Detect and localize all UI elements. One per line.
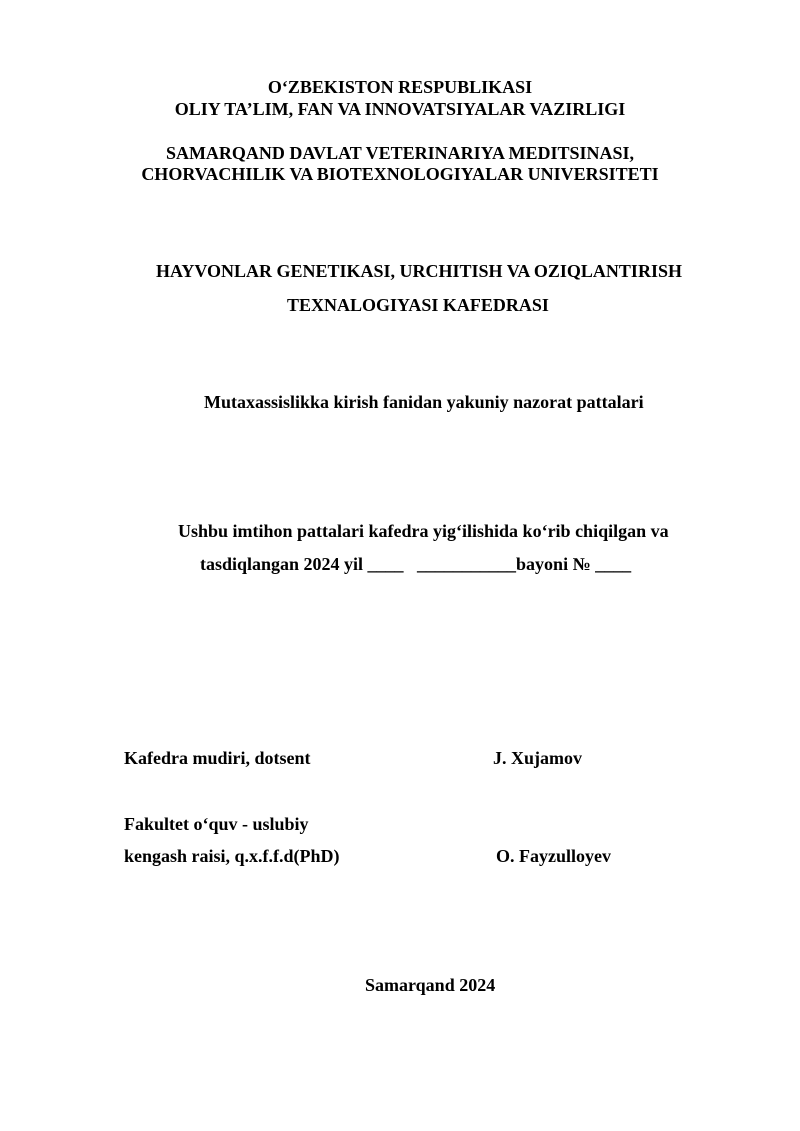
approval-line1: Ushbu imtihon pattalari kafedra yig‘ilishida ko‘rib chiqilgan va [178, 521, 669, 541]
council-chair-title-line1: Fakultet o‘quv - uslubiy [124, 814, 309, 834]
university-name-line2: CHORVACHILIK VA BIOTEXNOLOGIYALAR UNIVERSITETI [141, 164, 659, 184]
footer-place-year: Samarqand 2024 [365, 975, 496, 995]
university-name-line1: SAMARQAND DAVLAT VETERINARIYA MEDITSINASI, [165, 143, 635, 163]
council-chair-name: O. Fayzulloyev [496, 846, 611, 866]
head-of-department-title: Kafedra mudiri, dotsent [124, 748, 311, 768]
department-name-line1: HAYVONLAR GENETIKASI, URCHITISH VA OZIQLANTIRISH [156, 261, 682, 281]
department-name-line2: TEXNALOGIYASI KAFEDRASI [287, 295, 549, 315]
approval-line2: tasdiqlangan 2024 yil ____ ___________bayoni № ____ [200, 554, 632, 574]
header-ministry: OLIY TA’LIM, FAN VA INNOVATSIYALAR VAZIRLIGI [174, 99, 626, 119]
council-chair-title-line2: kengash raisi, q.x.f.f.d(PhD) [124, 846, 340, 866]
document-title: Mutaxassislikka kirish fanidan yakuniy nazorat pattalari [204, 392, 644, 412]
header-republic: O‘ZBEKISTON RESPUBLIKASI [267, 77, 533, 97]
head-of-department-name: J. Xujamov [493, 748, 582, 768]
